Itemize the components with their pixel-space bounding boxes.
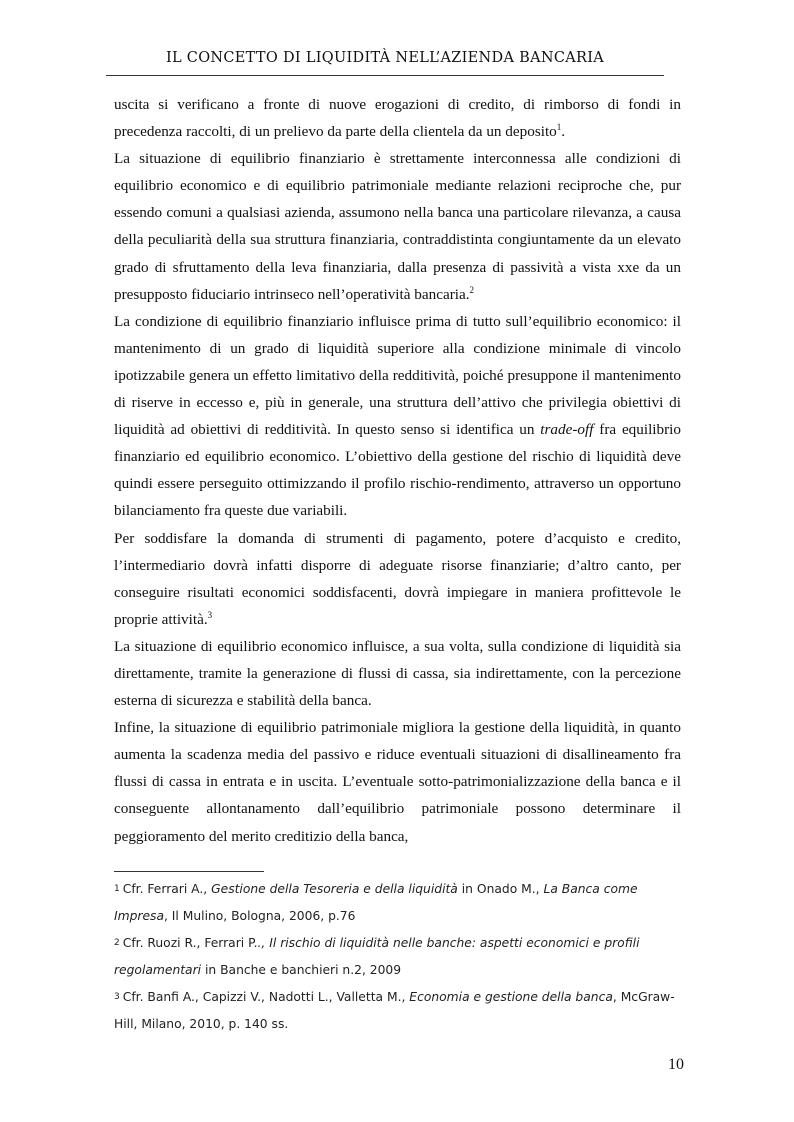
footnote-separator xyxy=(114,871,264,872)
page-number: 10 xyxy=(668,1056,684,1073)
paragraph-3: La condizione di equilibrio finanziario influisce prima di tutto sull’equilibrio economico: il mantenimento di un grado di liquidità superiore alla condizione minimale di vincolo ipotizzabile genera un effetto limitativo della redditività, poiché presuppone il mantenimento di riserve in eccesso e, più in generale, una struttura dell’attivo che privilegia obiettivi di liquidità ad obiettivi di redditività. In questo senso si identifica un trade-off fra equilibrio finanziario ed equilibrio economico. L’obiettivo della gestione del rischio di liquidità deve quindi essere perseguito ottimizzando il profilo rischio-rendimento, attraverso un opportuno bilanciamento fra queste due variabili. xyxy=(114,312,681,520)
footnote-ref-2[interactable]: 2 xyxy=(469,284,475,295)
body-text xyxy=(114,91,681,850)
paragraph-2: La situazione di equilibrio finanziario è strettamente interconnessa alle condizioni di equilibrio economico e di equilibrio patrimoniale mediante relazioni reciproche che, pur essendo comuni a qualsiasi azienda, assumono nella banca una particolare rilevanza, a causa della peculiarità della sua struttura finanziaria, contraddistinta congiuntamente da un elevato grado di sfruttamento della leva finanziaria, dalla presenza di passività a vista xxe da un presupposto fiduciario intrinseco nell’operatività bancaria.$^2$ xyxy=(114,150,681,303)
paragraph-4: Per soddisfare la domanda di strumenti di pagamento, potere d’acquisto e credito, l’intermediario dovrà infatti disporre di adeguate risorse finanziarie; d’altro canto, per conseguire risultati economici soddisfacenti, dovrà impiegare in maniera profittevole le proprie attività.$^3$ xyxy=(114,529,681,628)
paragraph-6: Infine, la situazione di equilibrio patrimoniale migliora la gestione della liquidità, in quanto aumenta la scadenza media del passivo e riduce eventuali situazioni di disallineamento fra flussi di cassa in entrata e in uscita. L’eventuale sotto-patrimonializzazione della banca e il conseguente allontanamento dall’equilibrio patrimoniale possono determinare il peggioramento del merito creditizio della banca, xyxy=(114,719,681,845)
running-header: IL CONCETTO DI LIQUIDITÀ NELL’AZIENDA BANCARIA xyxy=(165,50,605,66)
header-rule xyxy=(106,75,664,76)
footnotes xyxy=(114,876,684,1038)
paragraph-5: La situazione di equilibrio economico influisce, a sua volta, sulla condizione di liquidità sia direttamente, tramite la generazione di flussi di cassa, sia indirettamente, con la percezione esterna di sicurezza e stabilità della banca. xyxy=(114,637,681,710)
italic-term: trade-off xyxy=(540,421,594,439)
footnote-ref-1[interactable]: 1 xyxy=(556,122,562,133)
paragraph-1: uscita si verificano a fronte di nuove erogazioni di credito, di rimborso di fondi in precedenza raccolti, di un prelievo da parte della clientela da un deposito$^1$. xyxy=(114,96,681,141)
footnote-1: 1 Cfr. Ferrari A., Gestione della Tesoreria e della liquidità in Onado M., La Banca come Impresa, Il Mulino, Bologna, 2006, p.76 xyxy=(114,882,638,923)
footnote-2: 2 Cfr. Ruozi R., Ferrari P.., Il rischio di liquidità nelle banche: aspetti economici e profili regolamentari in Banche e banchieri n.2, 2009 xyxy=(114,936,640,977)
footnote-ref-3[interactable]: 3 xyxy=(207,609,213,620)
footnote-3: 3 Cfr. Banfi A., Capizzi V., Nadotti L., Valletta M., Economia e gestione della banca, McGraw-Hill, Milano, 2010, p. 140 ss. xyxy=(114,990,675,1031)
